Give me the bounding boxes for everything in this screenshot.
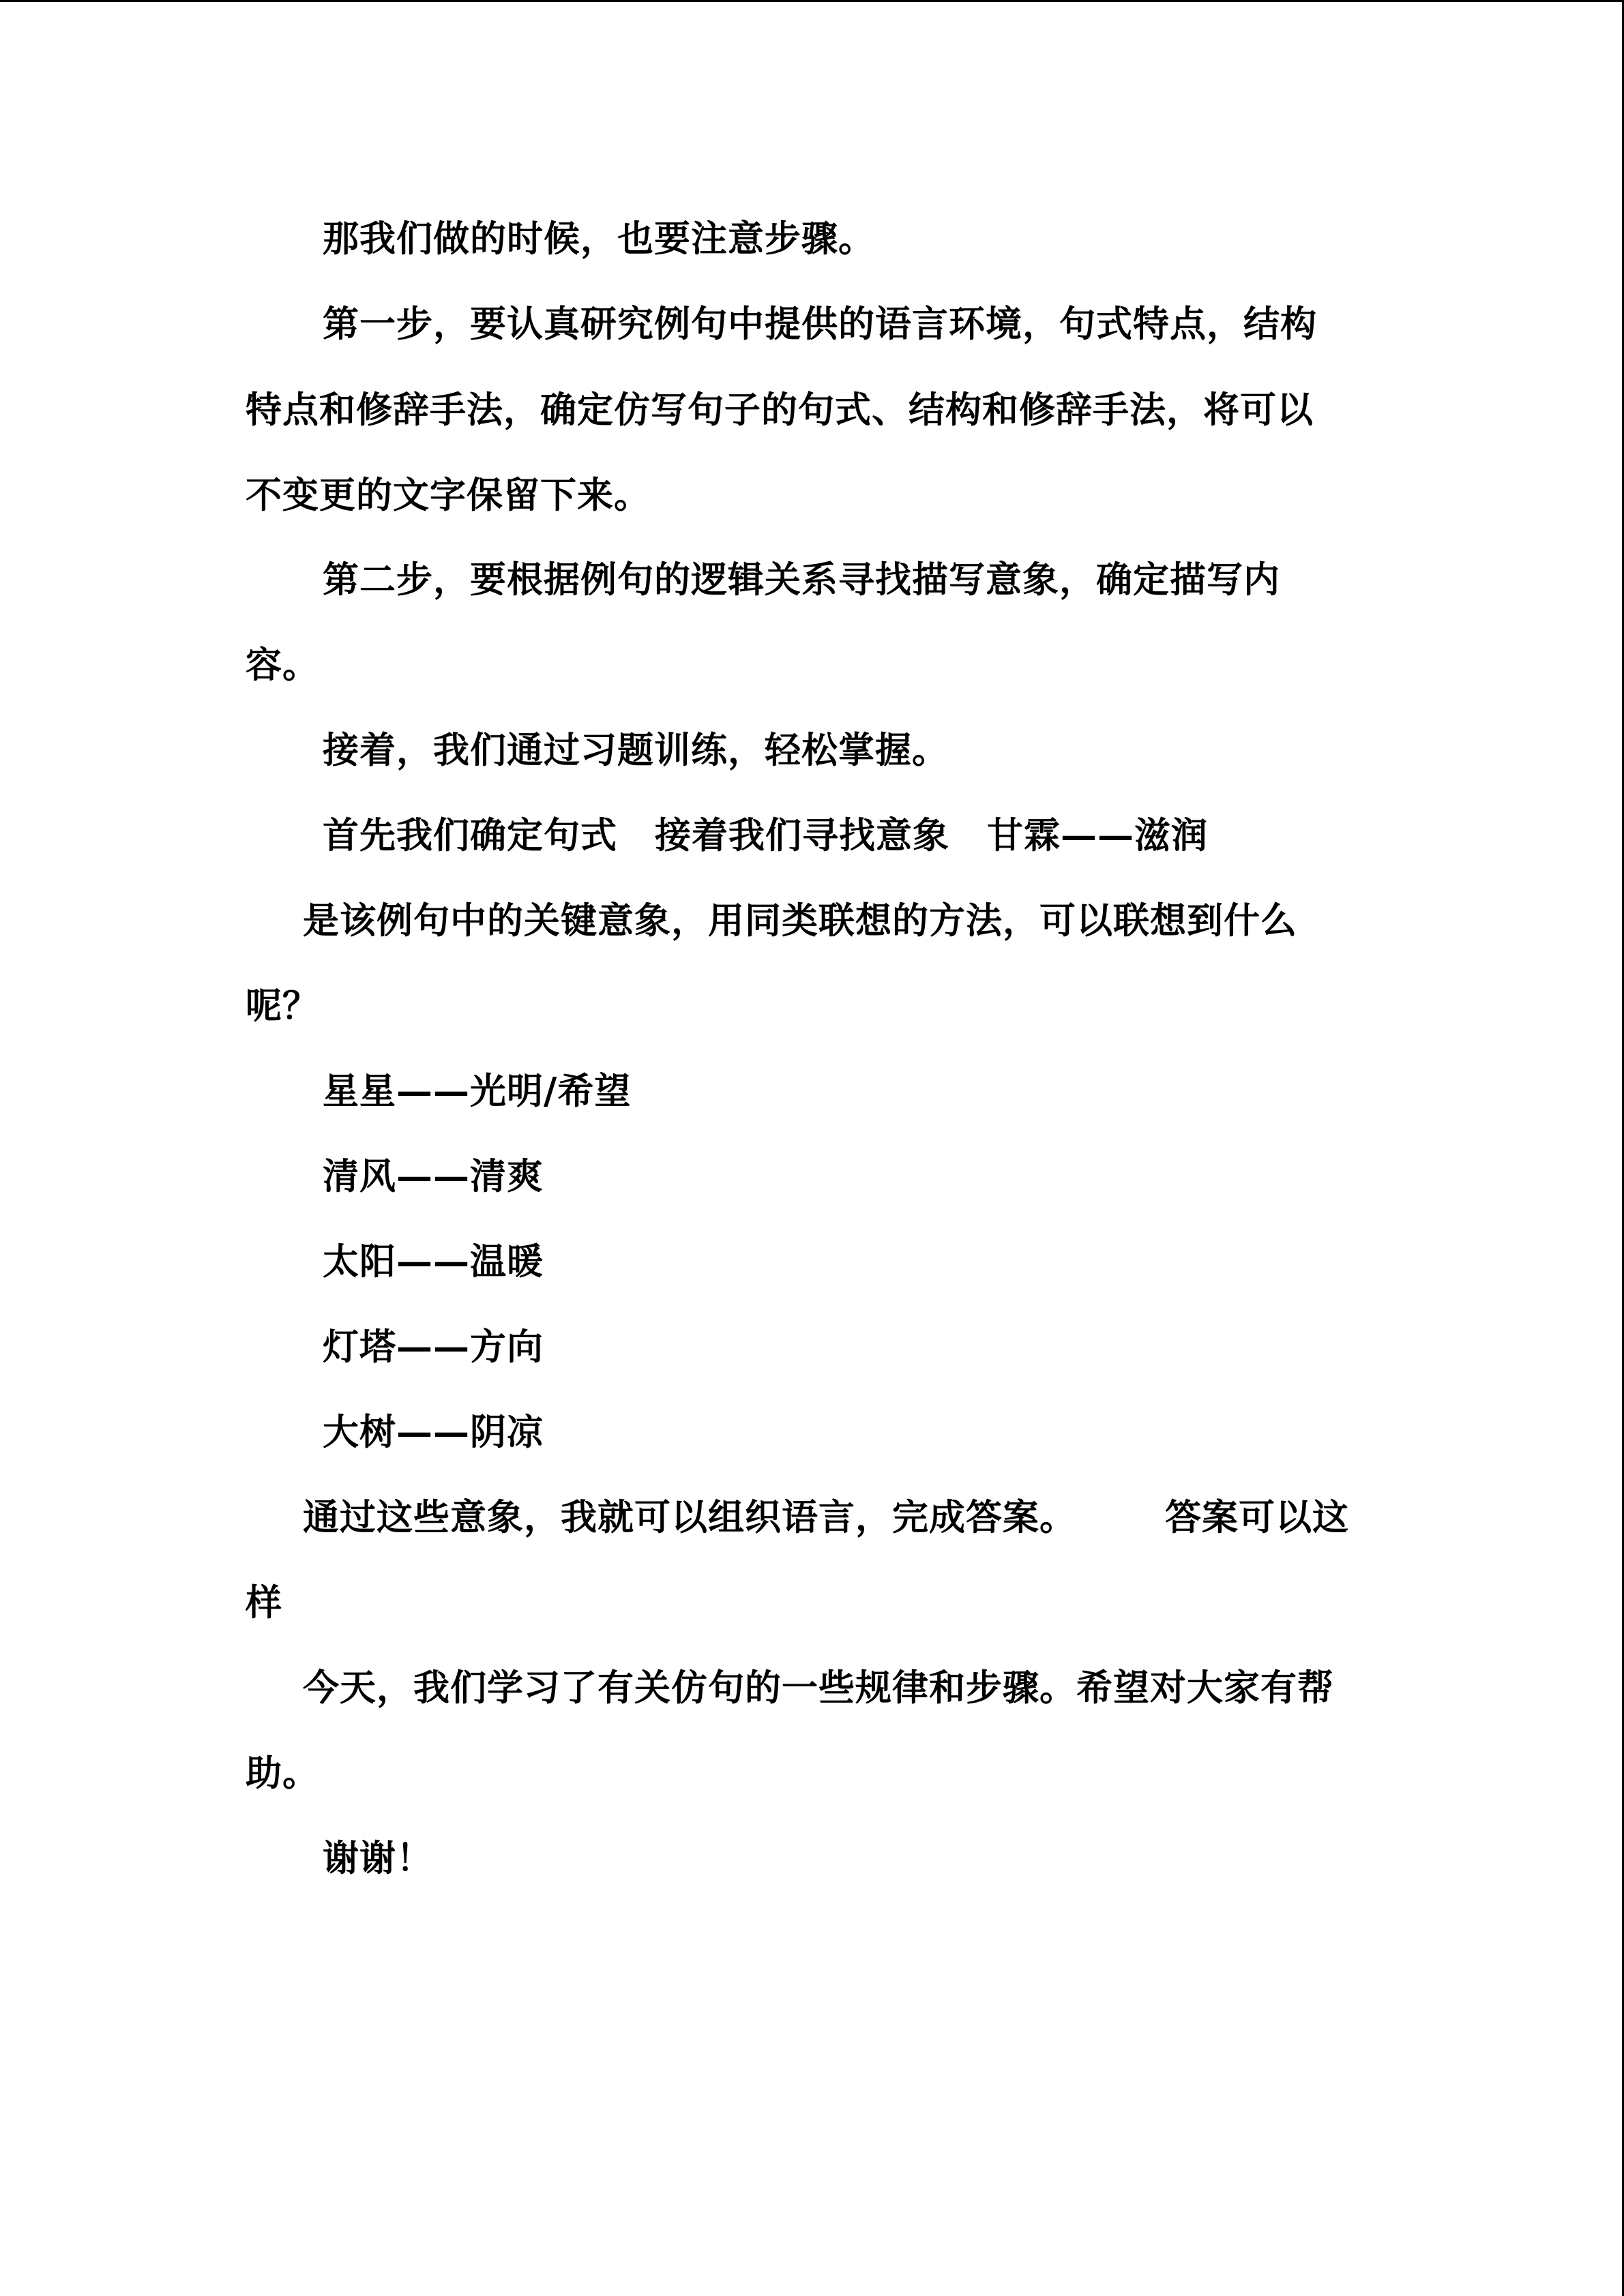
method-find-imagery: 接着我们寻找意象 [655,814,949,856]
paragraph-method-line [323,811,1208,859]
paragraph-practice: 接着，我们通过习题训练，轻松掌握。 [323,729,949,771]
imagery-item: 清风——清爽 [323,1155,544,1197]
imagery-item: 太阳——温暖 [323,1240,544,1283]
answer-compose: 通过这些意象，我就可以组织语言，完成答案。 [303,1496,1076,1538]
answer-example: 答案可以这 [1165,1496,1349,1538]
method-sentence-pattern: 首先我们确定句式 [323,814,617,856]
paragraph-summary-line-2: 助。 [246,1752,319,1794]
paragraph-step-two-line-1: 第二步，要根据例句的逻辑关系寻找描写意象，确定描写内 [323,558,1280,601]
paragraph-step-one-line-3: 不变更的文字保留下来。 [246,474,651,516]
paragraph-thanks: 谢谢！ [323,1837,433,1879]
imagery-item: 灯塔——方向 [323,1326,544,1368]
paragraph-answer-line-2: 样 [246,1581,282,1624]
paragraph-steps-intro: 那我们做的时候，也要注意步骤。 [323,218,875,260]
imagery-item: 大树——阴凉 [323,1411,544,1453]
paragraph-association-line-1: 是该例句中的关键意象，用同类联想的方法，可以联想到什么 [303,899,1297,942]
imagery-item: 星星——光明/希望 [323,1070,632,1112]
method-key-imagery: 甘霖——滋润 [987,814,1208,856]
paragraph-summary-line-1: 今天，我们学习了有关仿句的一些规律和步骤。希望对大家有帮 [303,1667,1334,1709]
paragraph-step-one-line-2: 特点和修辞手法，确定仿写句子的句式、结构和修辞手法，将可以 [246,389,1314,431]
paragraph-step-two-line-2: 容。 [246,644,319,686]
paragraph-answer-line-1 [303,1493,1349,1541]
paragraph-step-one-line-1: 第一步，要认真研究例句中提供的语言环境，句式特点，结构 [323,303,1317,345]
paragraph-association-line-2: 呢？ [246,985,319,1027]
